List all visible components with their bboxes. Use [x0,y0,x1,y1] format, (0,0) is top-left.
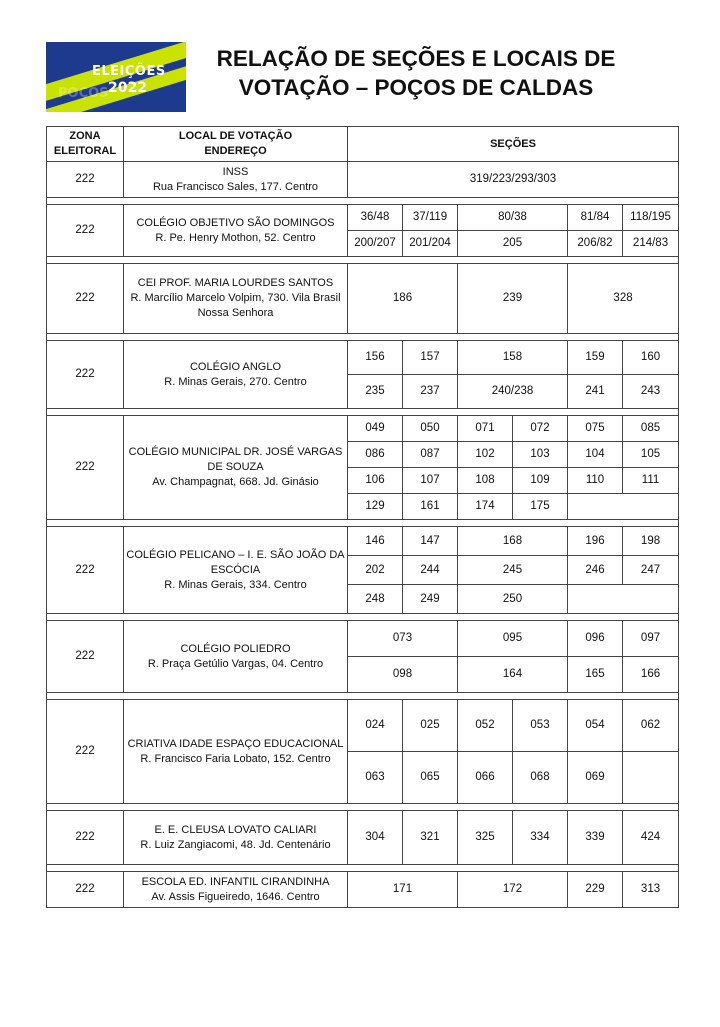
spacer-row [47,409,679,416]
section-cell: 071 [458,416,513,442]
section-cell: 065 [403,752,458,804]
spacer-row [47,198,679,205]
section-cell: 205 [458,231,568,257]
header-zona: ZONA ELEITORAL [47,127,124,162]
section-cell: 246 [568,556,623,585]
section-cell: 073 [348,621,458,657]
section-cell: 066 [458,752,513,804]
polling-sites-table [46,126,679,908]
section-cell: 202 [348,556,403,585]
location-address: Rua Francisco Sales, 177. Centro [152,180,319,193]
section-cell: 161 [403,494,458,520]
location-name: CRIATIVA IDADE ESPAÇO EDUCACIONAL [127,737,344,750]
section-cell: 159 [568,341,623,375]
table-row [47,811,679,865]
location-name: CEI PROF. MARIA LOURDES SANTOS [137,277,334,289]
header-local [124,127,348,162]
table-row [47,416,679,442]
section-cell: 321 [403,811,458,865]
section-cell: 050 [403,416,458,442]
section-cell: 206/82 [568,231,623,257]
section-cell: 156 [348,341,403,375]
spacer-row [47,520,679,527]
section-cell: 054 [568,700,623,752]
section-cell: 118/195 [623,205,679,231]
section-cell: 052 [458,700,513,752]
section-cell: 106 [348,468,403,494]
section-cell: 097 [623,621,679,657]
location-name: ESCOLA ED. INFANTIL CIRANDINHA [141,875,330,888]
section-cell: 172 [458,872,568,908]
section-cell: 102 [458,442,513,468]
page-title [196,44,636,102]
section-cell: 248 [348,585,403,614]
zona-cell: 222 [47,341,124,409]
section-cell: 098 [348,657,458,693]
header-local-line1: LOCAL DE VOTAÇÃO [178,130,293,142]
section-cell: 198 [623,527,679,556]
spacer-row [47,257,679,264]
location-cell [124,527,348,614]
title-line-2: VOTAÇÃO – POÇOS DE CALDAS [238,75,594,100]
location-cell [124,621,348,693]
spacer-row [47,804,679,811]
section-cell: 110 [568,468,623,494]
section-cell: 146 [348,527,403,556]
table-row [47,341,679,375]
section-cell: 068 [513,752,568,804]
location-name: COLÉGIO ANGLO [189,360,282,373]
zona-cell: 222 [47,872,124,908]
section-cell: 107 [403,468,458,494]
location-address: Av. Assis Figueiredo, 1646. Centro [151,890,320,903]
location-address: R. Minas Gerais, 270. Centro [164,375,307,388]
zona-cell: 222 [47,416,124,520]
header-secoes: SEÇÕES [348,127,679,162]
logo-text-year: 2022 [108,80,147,96]
section-cell: 164 [458,657,568,693]
section-cell: 250 [458,585,568,614]
table-row [47,872,679,908]
location-name: INSS [222,165,249,178]
section-cell: 072 [513,416,568,442]
section-cell: 111 [623,468,679,494]
section-cell: 36/48 [348,205,403,231]
zona-cell: 222 [47,700,124,804]
table-row [47,621,679,657]
zona-cell: 222 [47,205,124,257]
location-address: R. Luiz Zangiacomi, 48. Jd. Centenário [140,838,331,851]
location-address: R. Marcílio Marcelo Volpim, 730. Vila Brasil Nossa Senhora [130,292,341,319]
section-cell: 160 [623,341,679,375]
location-cell [124,341,348,409]
section-cell: 247 [623,556,679,585]
location-address: R. Minas Gerais, 334. Centro [164,578,307,591]
section-cell: 80/38 [458,205,568,231]
location-cell [124,416,348,520]
section-cell: 214/83 [623,231,679,257]
section-cell: 109 [513,468,568,494]
section-cell: 243 [623,375,679,409]
zona-cell: 222 [47,811,124,865]
section-cell: 244 [403,556,458,585]
section-cell: 103 [513,442,568,468]
logo-text-eleicoes: ELEIÇÕES [92,64,166,79]
section-cell: 37/119 [403,205,458,231]
empty-cell [568,494,679,520]
section-cell: 025 [403,700,458,752]
spacer-row [47,865,679,872]
section-cell: 171 [348,872,458,908]
location-cell [124,264,348,334]
empty-cell [568,585,679,614]
section-cell: 81/84 [568,205,623,231]
section-cell: 424 [623,811,679,865]
section-cell: 166 [623,657,679,693]
section-cell: 175 [513,494,568,520]
section-cell: 096 [568,621,623,657]
section-cell: 328 [568,264,679,334]
section-cell: 024 [348,700,403,752]
table-row [47,264,679,334]
location-cell [124,205,348,257]
section-cell: 304 [348,811,403,865]
section-cell: 108 [458,468,513,494]
table-row [47,205,679,231]
section-cell: 186 [348,264,458,334]
location-name: COLÉGIO OBJETIVO SÃO DOMINGOS [136,216,335,229]
section-cell: 075 [568,416,623,442]
location-name: COLÉGIO POLIEDRO [180,642,291,655]
section-cell: 237 [403,375,458,409]
location-cell [124,811,348,865]
location-name: COLÉGIO MUNICIPAL DR. JOSÉ VARGAS DE SOUZA [128,446,343,473]
section-cell: 319/223/293/303 [348,162,679,198]
location-address: Av. Champagnat, 668. Jd. Ginásio [152,476,319,488]
section-cell: 235 [348,375,403,409]
empty-cell [623,752,679,804]
section-cell: 245 [458,556,568,585]
location-address: R. Francisco Faria Lobato, 152. Centro [140,752,331,765]
section-cell: 174 [458,494,513,520]
section-cell: 129 [348,494,403,520]
location-address: R. Praça Getúlio Vargas, 04. Centro [147,657,324,670]
header-local-line2: ENDEREÇO [204,145,267,157]
section-cell: 069 [568,752,623,804]
section-cell: 147 [403,527,458,556]
location-cell [124,872,348,908]
section-cell: 239 [458,264,568,334]
logo-watermark: POÇOS [58,86,109,101]
section-cell: 053 [513,700,568,752]
section-cell: 325 [458,811,513,865]
zona-cell: 222 [47,621,124,693]
section-cell: 063 [348,752,403,804]
location-name: E. E. CLEUSA LOVATO CALIARI [154,823,317,836]
section-cell: 105 [623,442,679,468]
title-line-1: RELAÇÃO DE SEÇÕES E LOCAIS DE [216,46,616,71]
section-cell: 313 [623,872,679,908]
section-cell: 085 [623,416,679,442]
table-row [47,700,679,752]
table-header-row [47,127,679,162]
zona-cell: 222 [47,162,124,198]
spacer-row [47,334,679,341]
section-cell: 201/204 [403,231,458,257]
section-cell: 196 [568,527,623,556]
section-cell: 200/207 [348,231,403,257]
elections-2022-logo [46,42,186,112]
section-cell: 339 [568,811,623,865]
table-row [47,527,679,556]
section-cell: 165 [568,657,623,693]
section-cell: 104 [568,442,623,468]
section-cell: 087 [403,442,458,468]
section-cell: 241 [568,375,623,409]
zona-cell: 222 [47,527,124,614]
section-cell: 086 [348,442,403,468]
section-cell: 049 [348,416,403,442]
section-cell: 334 [513,811,568,865]
section-cell: 249 [403,585,458,614]
section-cell: 095 [458,621,568,657]
section-cell: 229 [568,872,623,908]
section-cell: 158 [458,341,568,375]
location-cell [124,162,348,198]
section-cell: 168 [458,527,568,556]
section-cell: 240/238 [458,375,568,409]
spacer-row [47,693,679,700]
section-cell: 157 [403,341,458,375]
section-cell: 062 [623,700,679,752]
table-row [47,162,679,198]
location-address: R. Pe. Henry Mothon, 52. Centro [155,231,316,244]
spacer-row [47,614,679,621]
location-name: COLÉGIO PELICANO – I. E. SÃO JOÃO DA ESCÓCIA [126,548,345,576]
location-cell [124,700,348,804]
zona-cell: 222 [47,264,124,334]
